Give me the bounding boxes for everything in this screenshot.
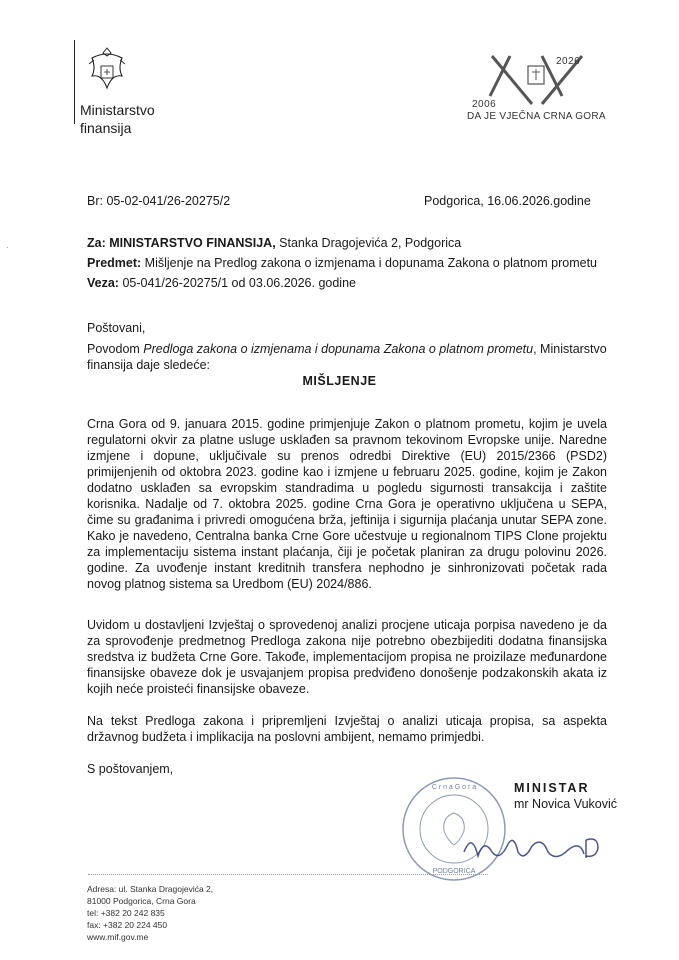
reference-number: Br: 05-02-041/26-20275/2 [87, 194, 231, 208]
link-line [87, 275, 356, 291]
subject-text: Mišljenje na Predlog zakona o izmjenama i dopunama Zakona o platnom prometu [141, 256, 597, 270]
document-title: MIŠLJENJE [302, 374, 377, 388]
recipient-address: Stanka Dragojevića 2, Podgorica [275, 236, 462, 250]
signatory-name: mr Novica Vuković [514, 797, 618, 811]
margin-mark: · [6, 242, 9, 252]
footer-street: Adresa: ul. Stanka Dragojevića 2, [87, 884, 214, 894]
paragraph-3: Na tekst Predloga zakona i pripremljeni Izvještaj o analizi uticaja propisa, sa aspekta državnog budžeta i implikacija na poslovni ambijent, nemamo primjedbi. [87, 714, 607, 744]
signatory-title: MINISTAR [514, 781, 590, 795]
intro-italic: Predloga zakona o izmjenama i dopunama Zakona o platnom prometu [143, 342, 534, 356]
footer-city: 81000 Podgorica, Crna Gora [87, 896, 196, 906]
anniversary-motto: DA JE VJEČNA CRNA GORA [467, 111, 606, 122]
anniversary-year-left: 2006 [472, 99, 497, 110]
greeting: Poštovani, [87, 321, 146, 335]
recipient-line [87, 235, 461, 251]
header-divider [74, 40, 75, 124]
ministry-name: Ministarstvo finansija [80, 102, 155, 136]
footer-fax: fax: +382 20 224 450 [87, 920, 168, 930]
svg-text:C r n a G o r a: C r n a G o r a [431, 784, 477, 791]
paragraph-2: Uvidom u dostavljeni Izvještaj o sprovedenoj analizi procjene uticaja porpisa navedeno je da za sprovođenje predmetnog Predloga zakona nije potrebno obezbijediti dodatna finansijska sredstva iz budžeta Crne Gore. Takođe, implementacijom propisa ne proizilaze međunardone finansijske obaveze dok je usvajanjem propisa predviđeno donošenje podzakonskih akata iz kojih neće proisteći finansijske obaveze. [87, 618, 607, 696]
footer-web: www.mif.gov.me [87, 932, 149, 942]
subject-label: Predmet: [87, 256, 142, 270]
link-label: Veza: [87, 276, 119, 290]
footer-divider [88, 874, 488, 875]
closing: S poštovanjem, [87, 762, 174, 776]
anniversary-year-right: 2026 [556, 56, 581, 67]
recipient-label: Za: [87, 236, 106, 250]
paragraph-1: Crna Gora od 9. januara 2015. godine primjenjuje Zakon o platnom prometu, kojim je uvela regulatorni okvir za platne usluge usklađen sa pravnom tekovinom Evropske unije. Naredne izmjene i dopune, uključivale su prenos odredbi Direktive (EU) 2015/2366 (PSD2) primijenjenih od oktobra 2023. godine kao i izmjene u februaru 2025. godine, kojim je Zakon dodatno usklađen sa evropskim standradima u pogledu sigurnosti transakcija i zaštite korisnika. Nadalje od 7. oktobra 2025. godine Crna Gora je operativno uključena u SEPA, čime su građanima i privredi omogućena brža, jeftinija i sigurnija plaćanja unutar SEPA zone. Kako je navedeno, Centralna banka Crne Gore učestvuje u regionalnom TIPS Clone projektu za implementaciju sistema instant plaćanja, čiji je početak planiran za drugu polovinu 2026. godine. Za uvođenje instant kreditnih transfera nephodno je sinhronizovati početak rada novog platnog sistema sa Uredbom (EU) 2024/886. [87, 417, 607, 591]
link-text: 05-041/26-20275/1 od 03.06.2026. godine [118, 276, 356, 290]
intro-paragraph: Povodom Predloga zakona o izmjenama i dopunama Zakona o platnom prometu, Ministarstvo finansija daje sledeće: [87, 342, 607, 372]
recipient-name: MINISTARSTVO FINANSIJA, [109, 236, 276, 250]
place-date: Podgorica, 16.06.2026.godine [424, 194, 591, 208]
footer-tel: tel: +382 20 242 835 [87, 908, 165, 918]
handwritten-signature-icon [458, 822, 618, 870]
footer-address [87, 883, 213, 943]
svg-text:PODGORICA: PODGORICA [432, 868, 476, 875]
subject-line [87, 255, 597, 271]
coat-of-arms-icon [82, 44, 132, 94]
